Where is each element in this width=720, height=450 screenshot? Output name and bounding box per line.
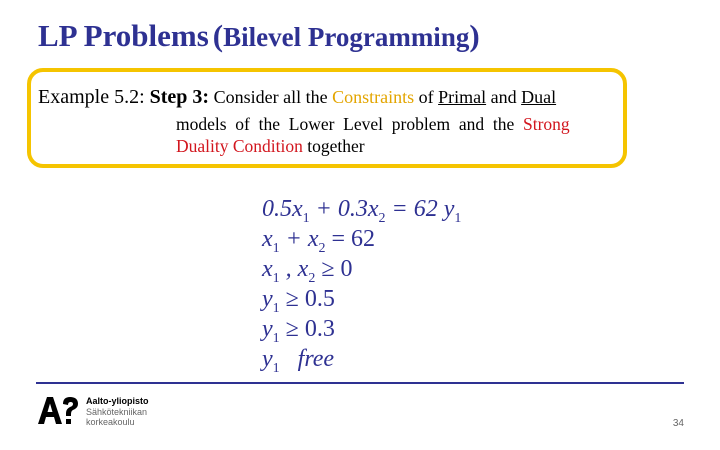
equation-row: $x_1 + x_2 = 62$ <box>262 226 376 256</box>
example-line-3 <box>176 136 365 157</box>
primal-word: Primal <box>438 87 487 107</box>
equation-row: $y_1 \ge 0.3$ <box>262 316 335 346</box>
slide-title <box>38 18 480 54</box>
title-open-paren: ( <box>212 18 224 53</box>
example-line-1 <box>38 86 556 109</box>
example-text-1: Consider all the <box>209 87 333 107</box>
strong-word: Strong <box>522 114 570 134</box>
equation-row: $0.5x_1 + 0.3x_2 = 62$ $y_1$ <box>262 196 462 226</box>
page-number: 34 <box>672 418 684 429</box>
example-text-2: of <box>414 87 439 107</box>
logo-line-1: Aalto-yliopisto <box>86 396 149 406</box>
duality-condition: Duality Condition <box>176 136 303 156</box>
equation-block <box>262 194 461 374</box>
aalto-logo-icon <box>36 394 80 426</box>
equation-row: $x_1$ , $x_2 \ge 0$ <box>262 256 353 286</box>
logo-line-3: korkeakoulu <box>86 417 135 427</box>
logo-line-2: Sähkötekniikan <box>86 406 148 417</box>
dual-word: Dual <box>521 87 557 107</box>
title-main: LP Problems <box>38 18 209 53</box>
footer-divider <box>36 382 684 384</box>
equation-row: $y_1 \ge 0.5$ <box>262 286 335 316</box>
example-line2-text: models of the Lower Level problem and the <box>176 114 523 134</box>
title-subtitle: Bilevel Programming <box>223 22 470 52</box>
equation-row: $y_1$ free <box>262 346 335 376</box>
example-prefix: Example 5.2: <box>38 86 150 108</box>
example-text-3: and <box>486 87 522 107</box>
constraints-word: Constraints <box>332 87 415 107</box>
logo-text <box>86 396 149 428</box>
example-line3-rest: together <box>302 136 365 156</box>
example-line-2 <box>176 114 570 135</box>
title-close-paren: ) <box>469 18 480 53</box>
example-step: Step 3: <box>149 86 210 108</box>
